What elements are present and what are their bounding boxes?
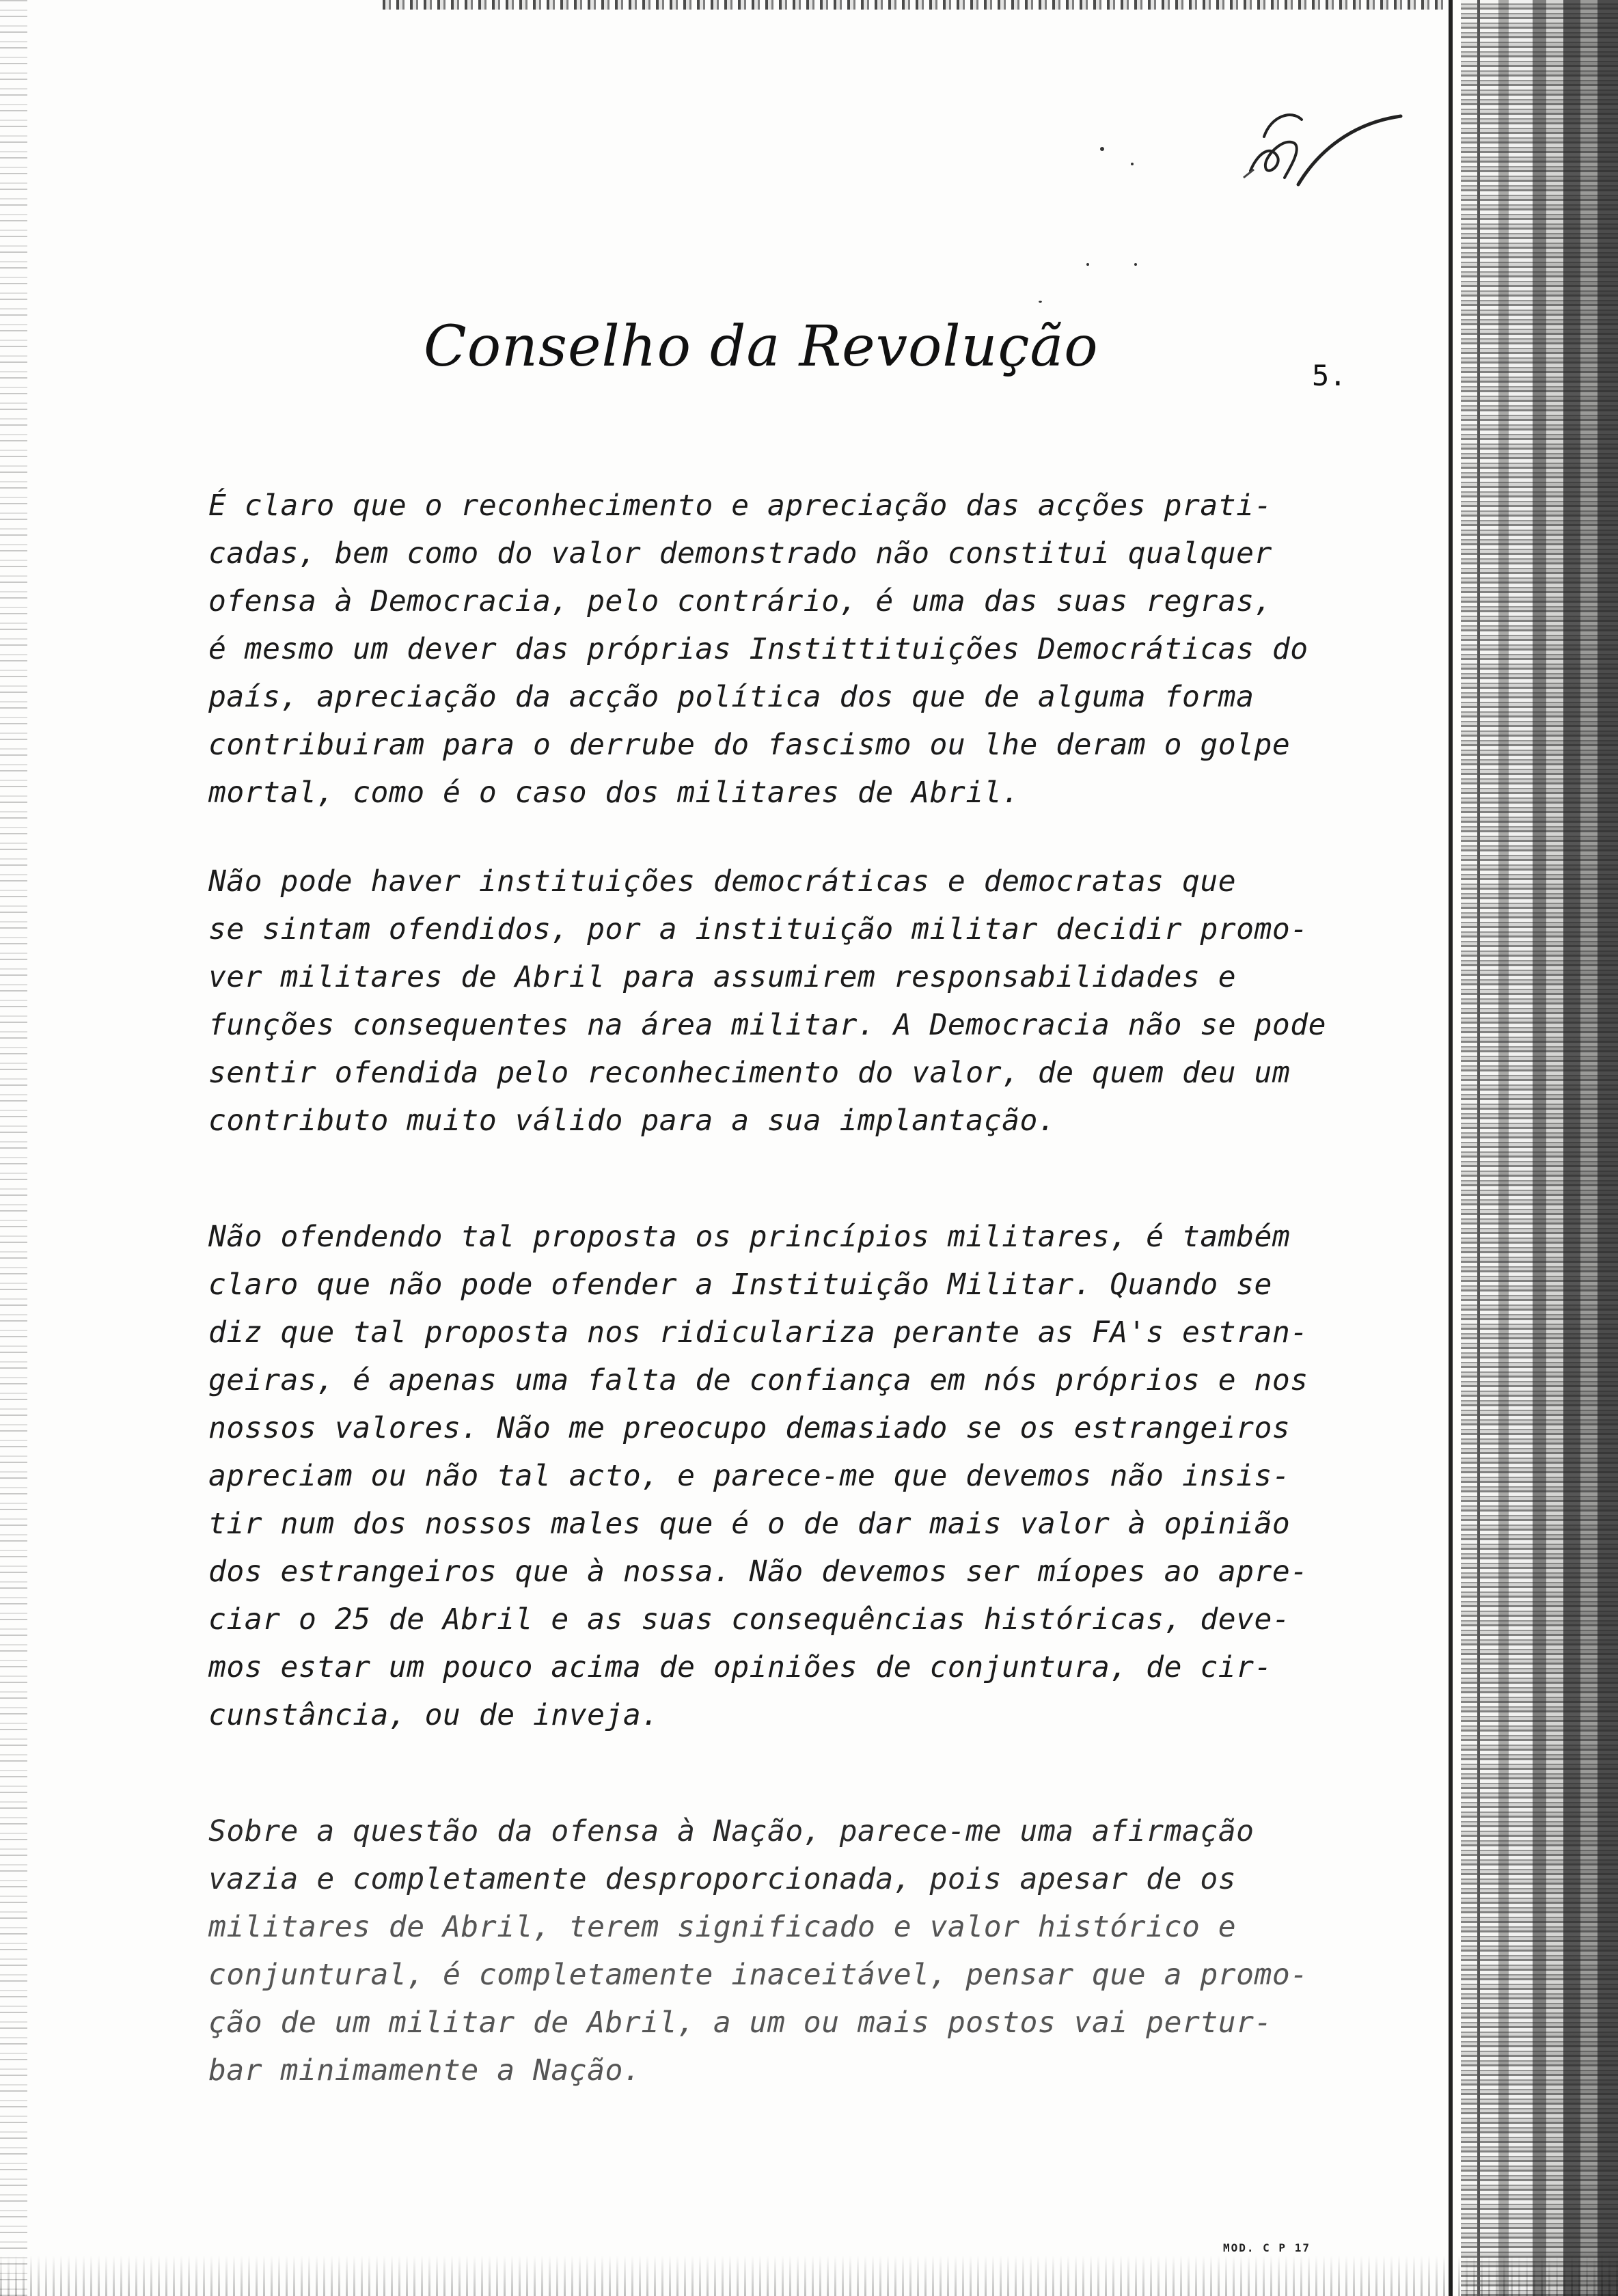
text-line: cadas, bem como do valor demonstrado não constitui qualquer: [208, 536, 1272, 571]
page-number: 5.: [1312, 359, 1347, 392]
text-line: mortal, como é o caso dos militares de Abril.: [208, 776, 1020, 810]
text-line: geiras, é apenas uma falta de confiança em nós próprios e nos: [208, 1363, 1308, 1397]
text-line: bar minimamente a Nação.: [208, 2053, 642, 2088]
text-line: vazia e completamente desproporcionada, pois apesar de os: [208, 1862, 1237, 1896]
text-line: funções consequentes na área militar. A Democracia não se pode: [208, 1008, 1327, 1042]
text-line: ofensa à Democracia, pelo contrário, é uma das suas regras,: [208, 584, 1272, 618]
scan-speck: [1039, 301, 1042, 303]
text-line: sentir ofendida pelo reconhecimento do valor, de quem deu um: [208, 1056, 1291, 1090]
text-line: tir num dos nossos males que é o de dar mais valor à opinião: [208, 1507, 1291, 1541]
text-line: apreciam ou não tal acto, e parece-me que devemos não insis-: [208, 1459, 1291, 1493]
scan-top-edge: [383, 0, 1449, 10]
scan-speck: [1086, 263, 1089, 266]
text-line: cunstância, ou de inveja.: [208, 1698, 659, 1732]
letterhead: [424, 301, 1099, 403]
body-paragraph-1: [208, 482, 1404, 817]
scan-speck: [1100, 147, 1104, 151]
text-line: Não ofendendo tal proposta os princípios militares, é também: [208, 1220, 1291, 1254]
text-line: é mesmo um dever das próprias Instittituições Democráticas do: [208, 632, 1308, 666]
text-line: ver militares de Abril para assumirem responsabilidades e: [208, 960, 1237, 994]
text-line: contributo muito válido para a sua implantação.: [208, 1104, 1056, 1138]
text-line: claro que não pode ofender a Instituição Militar. Quando se: [208, 1268, 1272, 1302]
text-line: país, apreciação da acção política dos que de alguma forma: [208, 680, 1254, 714]
scan-right-edge: [1461, 0, 1618, 2296]
text-line: ciar o 25 de Abril e as suas consequências históricas, deve-: [208, 1602, 1291, 1637]
text-line: diz que tal proposta nos ridiculariza perante as FA's estran-: [208, 1315, 1308, 1350]
text-line: É claro que o reconhecimento e apreciação das acções prati-: [208, 489, 1272, 523]
text-line: militares de Abril, terem significado e valor histórico e: [208, 1910, 1237, 1944]
text-line: Não pode haver instituições democráticas e democratas que: [208, 864, 1237, 899]
scan-speck: [1134, 263, 1137, 266]
text-line: nossos valores. Não me preocupo demasiado se os estrangeiros: [208, 1411, 1291, 1445]
scan-left-edge: [0, 0, 27, 2296]
text-line: dos estrangeiros que à nossa. Não devemos ser míopes ao apre-: [208, 1555, 1308, 1589]
text-line: contribuiram para o derrube do fascismo ou lhe deram o golpe: [208, 728, 1291, 762]
text-line: ção de um militar de Abril, a um ou mais postos vai pertur-: [208, 2006, 1272, 2040]
text-line: se sintam ofendidos, por a instituição militar decidir promo-: [208, 912, 1308, 946]
text-line: mos estar um pouco acima de opiniões de conjuntura, de cir-: [208, 1650, 1272, 1684]
scan-binding-line: [1477, 0, 1480, 2296]
scan-bottom-edge: [0, 2255, 1618, 2296]
text-line: conjuntural, é completamente inaceitável, pensar que a promo-: [208, 1958, 1308, 1992]
handwritten-initial-mark: [1223, 89, 1428, 226]
scan-binding-line: [1449, 0, 1453, 2296]
scan-speck: [1131, 163, 1134, 165]
form-code: MOD. C P 17: [1223, 2241, 1311, 2254]
text-line: Sobre a questão da ofensa à Nação, parece-me uma afirmação: [208, 1814, 1254, 1848]
letterhead-title: Conselho da Revolução: [424, 314, 1099, 379]
body-paragraph-2: [208, 858, 1404, 1145]
body-paragraph-3: [208, 1213, 1404, 1739]
body-paragraph-4: [208, 1807, 1404, 2094]
